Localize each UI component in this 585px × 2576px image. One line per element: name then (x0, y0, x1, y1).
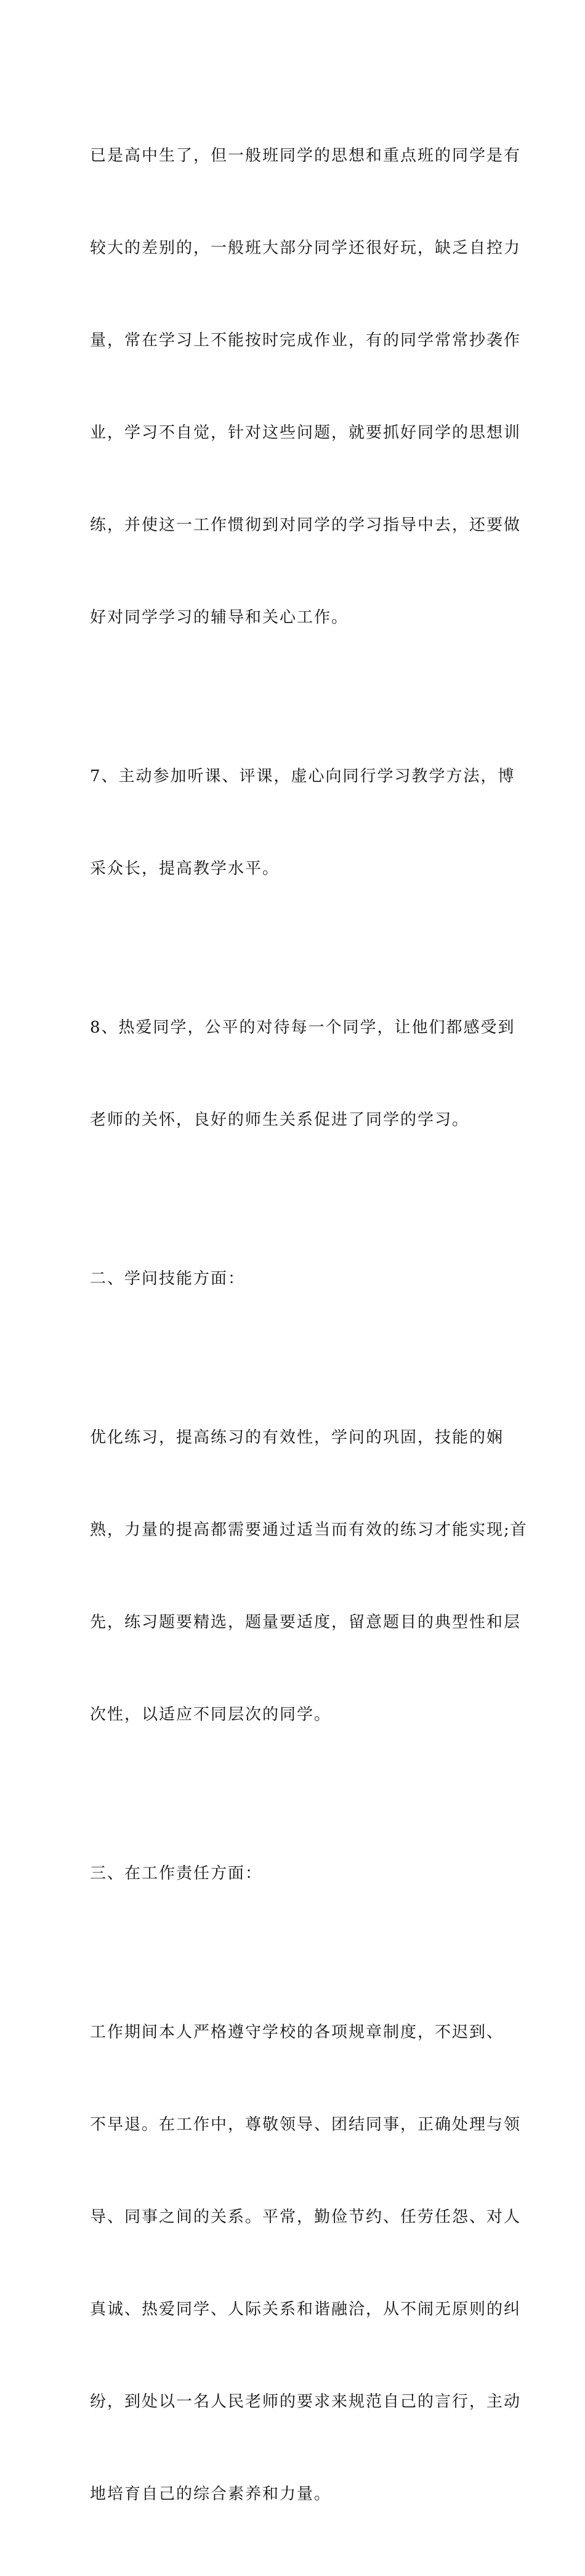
text-line: 采众长，提高教学水平。 (90, 859, 280, 878)
paragraph-responsibility (90, 1955, 522, 2571)
text-line: 纷，到处以一名人民老师的要求来规范自己的言行，主动 (90, 2393, 522, 2411)
text-line: 真诚、热爱同学、人际关系和谐融洽，从不闹无原则的纠 (90, 2300, 522, 2319)
text-line: 老师的关怀，良好的师生关系促进了同学的学习。 (90, 1111, 470, 1129)
paragraph-skills (90, 1361, 528, 1792)
paragraph-item-7 (90, 699, 515, 946)
text-line: 8、热爱同学，公平的对待每一个同学，让他们都感受到 (90, 1018, 515, 1037)
text-line: 7、主动参加听课、评课，虚心向同行学习教学方法，博 (90, 767, 515, 786)
text-line: 已是高中生了，但一般班同学的思想和重点班的同学是有 (90, 147, 522, 165)
paragraph-item-8 (90, 951, 515, 1197)
text-line: 三、在工作责任方面： (90, 1864, 263, 1883)
section-heading-3 (90, 1797, 498, 1950)
text-line: 地培育自己的综合素养和力量。 (90, 2485, 332, 2503)
text-line: 二、学问技能方面： (90, 1270, 246, 1288)
text-line: 熟，力量的提高都需要通过适当而有效的练习才能实现;首 (90, 1521, 528, 1539)
text-line: 优化练习，提高练习的有效性，学问的巩固，技能的娴 (90, 1428, 504, 1447)
text-line: 量，常在学习上不能按时完成作业，有的同学常常抄袭作 (90, 331, 522, 350)
text-line: 导、同事之间的关系。平常，勤俭节约、任劳任怨、对人 (90, 2208, 522, 2226)
text-line: 较大的差别的，一般班大部分同学还很好玩，缺乏自控力 (90, 239, 522, 257)
text-line: 工作期间本人严格遵守学校的各项规章制度，不迟到、 (90, 2023, 504, 2042)
text-line: 业，学习不自觉，针对这些问题，就要抓好同学的思想训 (90, 424, 522, 442)
text-line: 练，并使这一工作惯彻到对同学的学习指导中去，还要做 (90, 516, 522, 534)
text-line: 好对同学学习的辅导和关心工作。 (90, 608, 349, 627)
section-heading-2 (90, 1202, 498, 1356)
text-line: 次性，以适应不同层次的同学。 (90, 1705, 332, 1724)
paragraph-1 (90, 79, 522, 694)
text-line: 先，练习题要精选，题量要适度，留意题目的典型性和层 (90, 1613, 522, 1632)
text-line: 不早退。在工作中，尊敬领导、团结同事，正确处理与领 (90, 2115, 522, 2134)
document-body (90, 79, 528, 2576)
